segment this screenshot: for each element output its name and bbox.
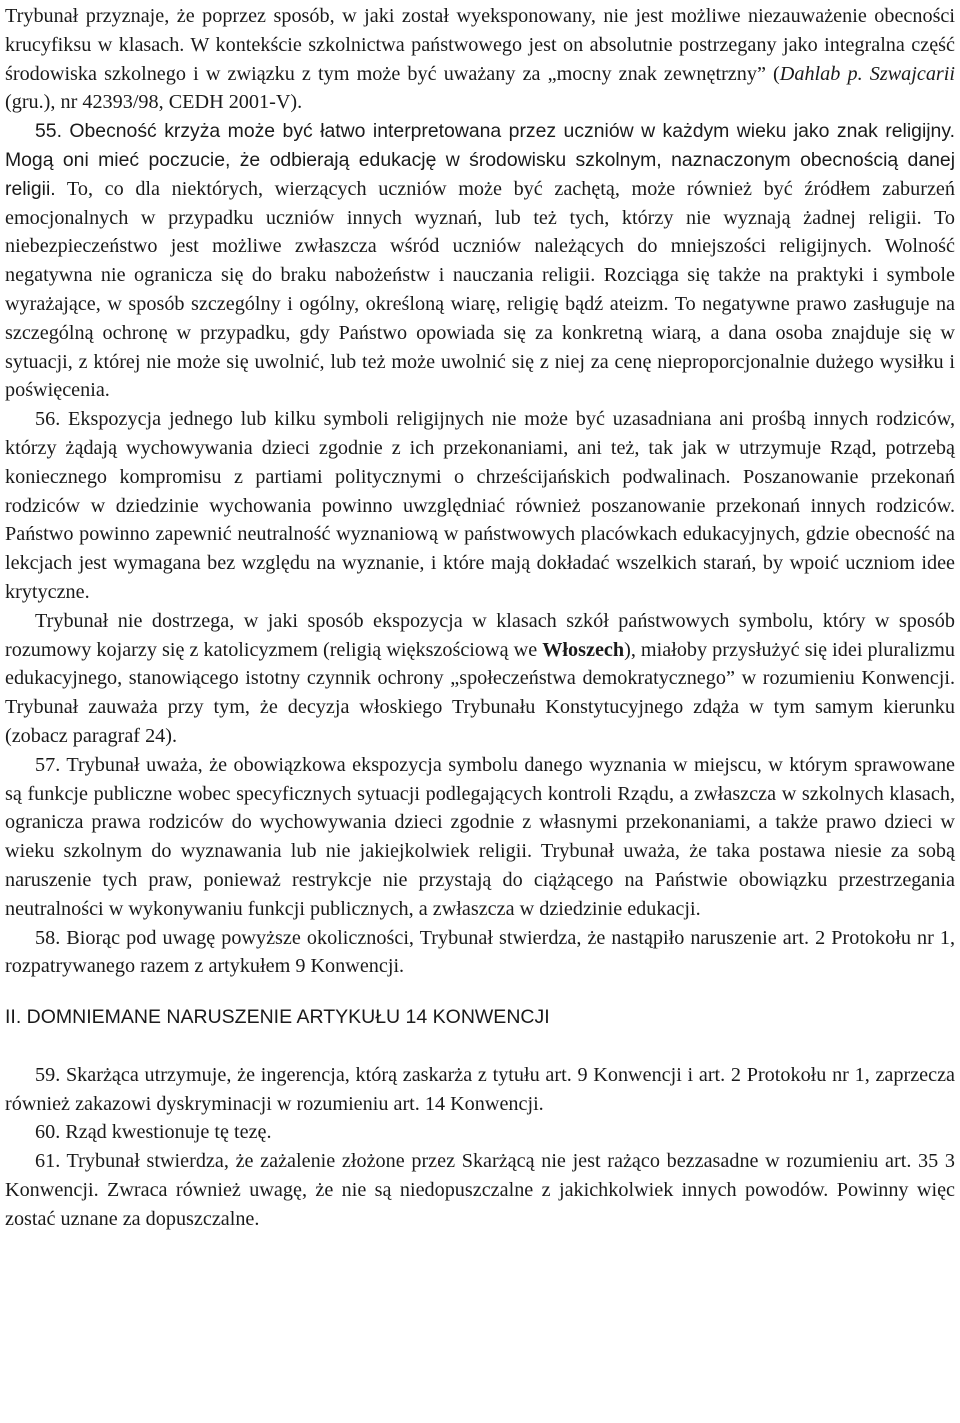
paragraph-56: 56. Ekspozycja jednego lub kilku symboli religijnych nie może być uzasadniana ani prośbą innych rodziców, którzy żądają wychowywania dzieci zgodnie z ich przekonaniami, ani też, tak jak w utrzymuje Rząd, potrzebą koniecznego kompromisu z partiami politycznymi o chrześcijańskich podwalinach. Poszanowanie przekonań rodziców w dziedzinie wychowania powinno uwzględniać również poszanowanie przekonań innych rodziców. Państwo powinno zapewnić neutralność wyznaniową w państwowych placówkach edukacyjnych, gdzie obecność na lekcjach jest wymagana bez względu na wyznanie, i które mają dokładać wszelkich starań, by wpoić uczniom idee krytyczne.	[5, 408, 955, 603]
paragraph-trybunal-text: Trybunał nie dostrzega, w jaki sposób ekspozycja w klasach szkół państwowych symbolu, który w sposób rozumowy kojarzy się z katolicyzmem (religią większościową we	[5, 609, 955, 661]
case-name-italic: Dahlab p. Szwajcarii	[779, 62, 956, 85]
section-heading: II. DOMNIEMANE NARUSZENIE ARTYKUŁU 14 KONWENCJI	[5, 1006, 550, 1029]
paragraph-intro-text: Trybunał przyznaje, że poprzez sposób, w jaki został wyeksponowany, nie jest możliwe niezauważenie obecności krucyfiksu w klasach. W kontekście szkolnictwa państwowego jest on absolutnie postrzegany jako integralna część środowiska szkolnego i w związku z tym może być uważany za „mocny znak zewnętrzny” (	[5, 5, 955, 85]
paragraph-55-sans-text: 55. Obecność krzyża może być łatwo interpretowana przez uczniów w każdym wieku jako znak religijny. Mogą oni mieć poczucie, że odbierają edukację w środowisku szkolnym, naznaczonym obecnością danej religii.	[5, 120, 955, 200]
paragraph-57: 57. Trybunał uważa, że obowiązkowa ekspozycja symbolu danego wyznania w miejscu, w którym sprawowane są funkcje publiczne wobec specyficznych sytuacji podlegających kontroli Rządu, a zwłaszcza w szkolnych klasach, ogranicza prawa rodziców do wychowywania dzieci zgodnie z własnymi przekonaniami, a także prawo dzieci w wieku szkolnym do wyznawania lub nie jakiejkolwiek religii. Trybunał uważa, że taka postawa niesie za sobą naruszenie tych praw, ponieważ restrykcje nie przystają do ciążącego na Państwie obowiązku przestrzegania neutralności w wykonywaniu funkcji publicznych, a zwłaszcza w dziedzinie edukacji.	[5, 753, 955, 920]
paragraph-trybunal-end: ), miałoby przysłużyć się idei pluralizmu edukacyjnego, stanowiącego istotny czynnik ochrony „społeczeństwa demokratycznego” w rozumieniu Konwencji. Trybunał zauważa przy tym, że decyzja włoskiego Trybunału Konstytucyjnego zdąża w tym samym kierunku (zobacz paragraf 24).	[5, 638, 955, 747]
paragraph-55	[5, 117, 955, 405]
paragraph-58: 58. Biorąc pod uwagę powyższe okoliczności, Trybunał stwierdza, że nastąpiło naruszenie art. 2 Protokołu nr 1, rozpatrywanego razem z artykułem 9 Konwencji.	[5, 926, 955, 978]
document-page	[5, 2, 955, 1234]
paragraph-trybunal	[5, 607, 955, 751]
paragraph-intro-end: (gru.), nr 42393/98, CEDH 2001-V).	[5, 91, 303, 114]
paragraph-59: 59. Skarżąca utrzymuje, że ingerencja, którą zaskarża z tytułu art. 9 Konwencji i art. 2 Protokołu nr 1, zaprzecza również zakazowi dyskryminacji w rozumieniu art. 14 Konwencji.	[5, 1063, 955, 1115]
bold-country-name: Włoszech	[542, 638, 625, 661]
paragraph-intro	[5, 2, 955, 117]
paragraph-55-serif-text: To, co dla niektórych, wierzących uczniów może być zachętą, może również być źródłem zaburzeń emocjonalnych w przypadku uczniów innych wyznań, lub też tych, którzy nie wyznają żadnej religii. To niebezpieczeństwo jest możliwe zwłaszcza wśród uczniów należących do mniejszości religijnych. Wolność negatywna nie ogranicza się do braku nabożeństw i nauczania religii. Rozciąga się także na praktyki i symbole wyrażające, w sposób szczególny i ogólny, określoną wiarę, religię bądź ateizm. To negatywne prawo zasługuje na szczególną ochronę w przypadku, gdy Państwo opowiada się za konkretną wiarą, a dana osoba znajduje się w sytuacji, z której nie może się uwolnić, lub też może uwolnić się z niej za cenę nieproporcjonalnie dużego wysiłku i poświęcenia.	[5, 177, 955, 402]
paragraph-60: 60. Rząd kwestionuje tę tezę.	[35, 1121, 272, 1144]
paragraph-61: 61. Trybunał stwierdza, że zażalenie złożone przez Skarżącą nie jest rażąco bezzasadne w rozumieniu art. 35 3 Konwencji. Zwraca również uwagę, że nie są niedopuszczalne z jakichkolwiek innych powodów. Powinny więc zostać uznane za dopuszczalne.	[5, 1150, 955, 1230]
